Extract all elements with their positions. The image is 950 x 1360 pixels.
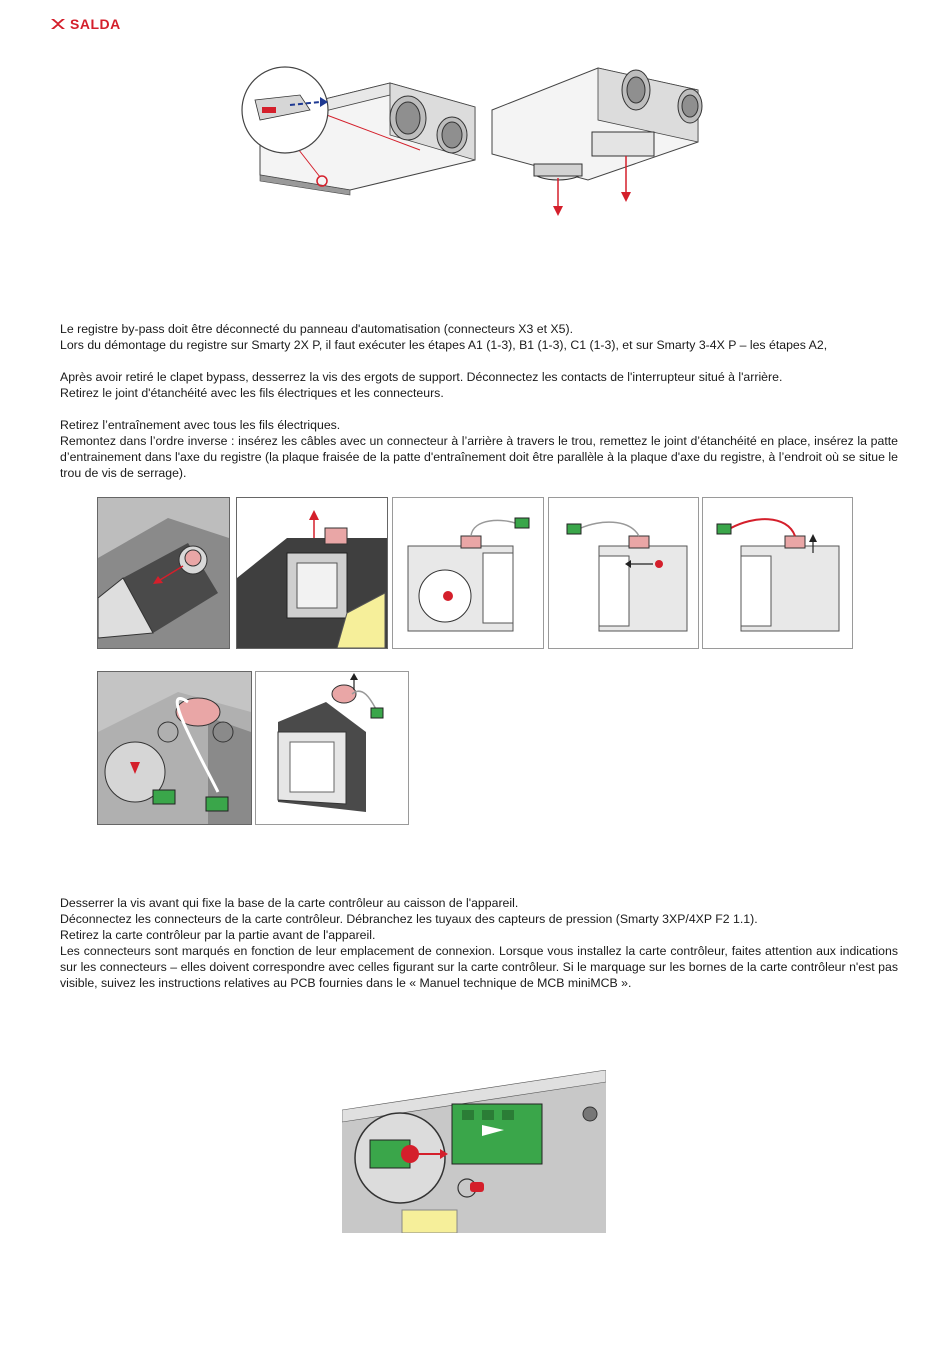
- step-figure-6: [97, 671, 252, 825]
- section-1-line-2: Lors du démontage du registre sur Smarty 2X P, il faut exécuter les étapes A1 (1-3), B1 (1-3), C1 (1-3), et sur Smarty 3-4X P – les étapes A2,: [60, 338, 828, 352]
- section-1-line-6: Remontez dans l’ordre inverse : insérez les câbles avec un connecteur à l’arrière à travers le trou, remettez le joint d’étanchéité en place, insérez la patte d’entrainement dans l'axe du registre (la plaque fraisée de la patte d'entraînement doit être parallèle à la plaque d'axe du registre, à l’endroit où se situe le trou de vis de serrage).: [60, 434, 898, 480]
- logo-text: SALDA: [70, 16, 121, 32]
- step-figure-4: [548, 497, 699, 649]
- step-figure-2: [236, 497, 388, 649]
- section-1-line-3: Après avoir retiré le clapet bypass, desserrez la vis des ergots de support. Déconnectez les contacts de l'interrupteur situé à l'arrière.: [60, 370, 783, 384]
- section-1-line-1: Le registre by-pass doit être déconnecté du panneau d'automatisation (connecteurs X3 et X5).: [60, 322, 573, 336]
- controller-board-illustration: [342, 1070, 606, 1233]
- section-2-line-3: Retirez la carte contrôleur par la partie avant de l'appareil.: [60, 928, 376, 942]
- section-2-text: [60, 895, 898, 991]
- section-2-line-1: Desserrer la vis avant qui fixe la base de la carte contrôleur au caisson de l'appareil.: [60, 896, 519, 910]
- section-2-line-2: Déconnectez les connecteurs de la carte contrôleur. Débranchez les tuyaux des capteurs de pression (Smarty 3XP/4XP F2 1.1).: [60, 912, 758, 926]
- bypass-unit-illustration-left: [240, 55, 480, 200]
- salda-logo-icon: [50, 16, 66, 32]
- step-figure-7: [255, 671, 409, 825]
- step-figure-5: [702, 497, 853, 649]
- section-1-line-4: Retirez le joint d'étanchéité avec les fils électriques et les connecteurs.: [60, 386, 444, 400]
- section-1-text: [60, 321, 898, 481]
- step-figure-1: [97, 497, 230, 649]
- step-figure-3: [392, 497, 544, 649]
- section-1-line-5: Retirez l’entraînement avec tous les fils électriques.: [60, 418, 341, 432]
- bypass-unit-illustration-right: [488, 50, 710, 220]
- salda-logo: [50, 16, 121, 32]
- section-2-line-4: Les connecteurs sont marqués en fonction de leur emplacement de connexion. Lorsque vous installez la carte contrôleur, faites attention aux indications sur les connecteurs – elles doivent correspondre avec celles figurant sur la carte contrôleur. Si le marquage sur les bornes de la carte contrôleur n'est pas visible, suivez les instructions relatives au PCB fournies dans le « Manuel technique de MCB miniMCB ».: [60, 944, 898, 990]
